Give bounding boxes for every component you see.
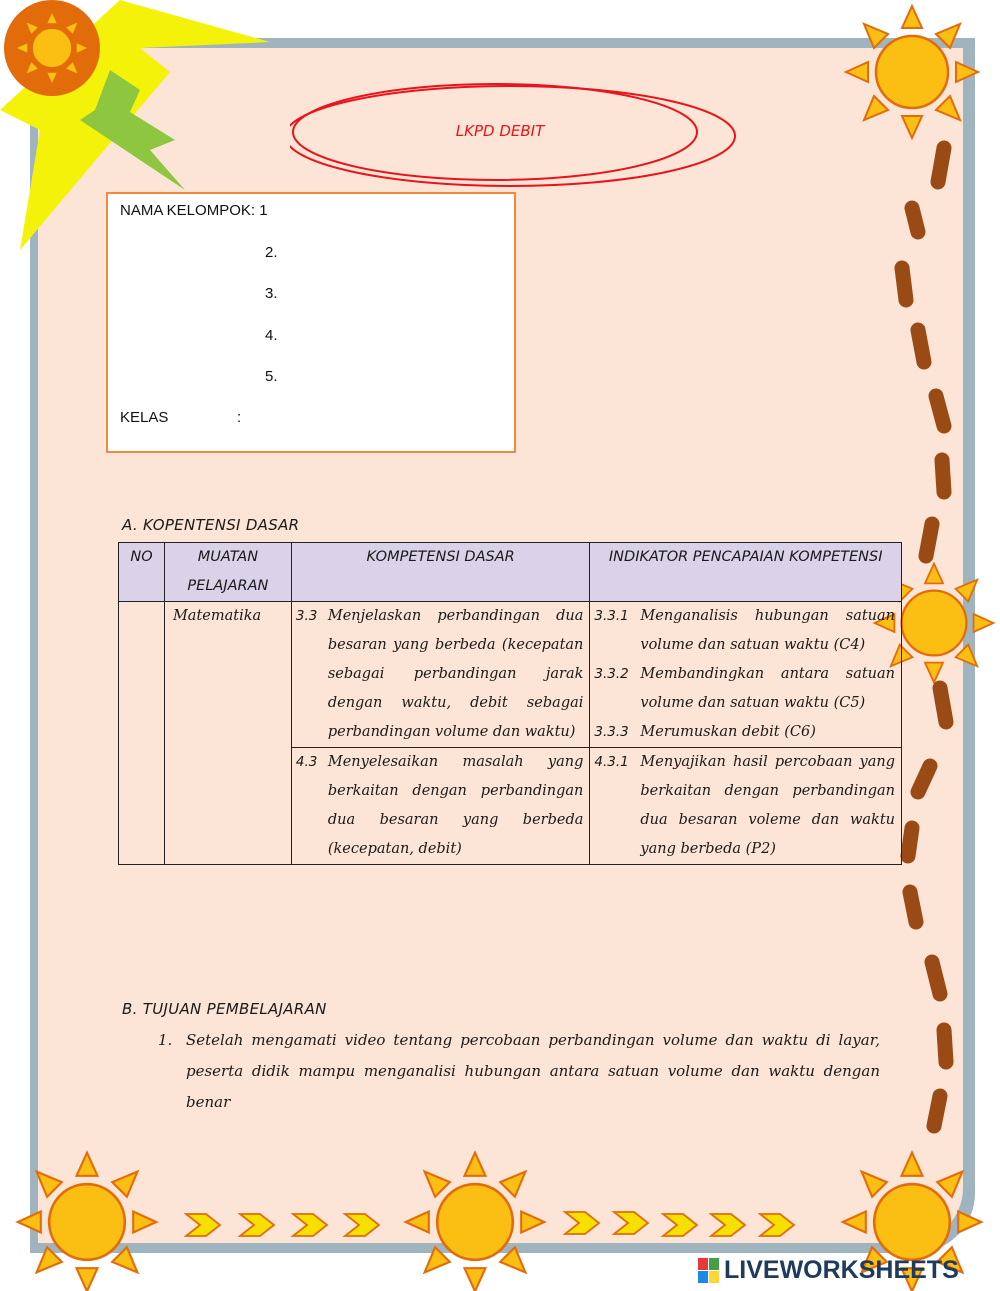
cell-kd-1 — [291, 602, 590, 748]
class-label: KELAS — [120, 409, 169, 426]
indicator-number: 4.3.1 — [594, 754, 629, 770]
kd-2-number: 4.3 — [295, 754, 318, 770]
sun-orange-icon — [4, 0, 100, 96]
indicator-number: 3.3.2 — [594, 666, 629, 682]
header-subject: MUATAN PELAJARAN — [164, 543, 291, 602]
member-number-3: 3. — [265, 285, 278, 302]
indicator-text: Membandingkan antara satuan volume dan satuan waktu (C5) — [640, 666, 895, 711]
cell-no — [119, 602, 165, 865]
cell-kd-2 — [291, 748, 590, 865]
group-label: NAMA KELOMPOK: 1 — [120, 202, 268, 219]
indicator-text: Menyajikan hasil percobaan yang berkaitan dengan perbandingan dua besaran voleme dan waktu yang berbeda (P2) — [640, 754, 895, 857]
table-header-row — [119, 543, 902, 602]
kd-1-number: 3.3 — [295, 608, 318, 624]
member-number-2: 2. — [265, 244, 278, 261]
indicator-number: 3.3.1 — [594, 608, 629, 624]
cell-subject: Matematika — [164, 602, 291, 865]
goal-number: 1. — [158, 1031, 173, 1049]
watermark-text: LIVEWORKSHEETS — [724, 1256, 959, 1284]
sun-bottom-center-icon — [406, 1153, 545, 1291]
indicator-number: 3.3.3 — [594, 724, 629, 740]
competency-table — [118, 542, 902, 865]
member-number-4: 4. — [265, 327, 278, 344]
goal-text: Setelah mengamati video tentang percobaan perbandingan volume dan waktu di layar, peserta didik mampu menganalisi hubungan antara satuan volume dan waktu dengan benar — [186, 1031, 880, 1111]
section-b-heading: B. TUJUAN PEMBELAJARAN — [122, 1000, 327, 1018]
header-no: NO — [119, 543, 165, 602]
header-indicator: INDIKATOR PENCAPAIAN KOMPETENSI — [590, 543, 902, 602]
liveworksheets-watermark — [698, 1256, 959, 1285]
identity-box — [106, 192, 516, 453]
indicator-text: Merumuskan debit (C6) — [640, 724, 816, 740]
header-basic-competency: KOMPETENSI DASAR — [291, 543, 590, 602]
chevron-row-left-icon — [186, 1214, 379, 1236]
goal-item — [158, 1025, 880, 1118]
table-row — [119, 602, 902, 748]
class-colon: : — [237, 409, 242, 426]
section-a-heading: A. KOPENTENSI DASAR — [122, 516, 300, 534]
cell-indicators-1 — [590, 602, 902, 748]
indicator-text: Menganalisis hubungan satuan volume dan satuan waktu (C4) — [640, 608, 895, 653]
sun-top-right-icon — [846, 6, 978, 138]
chevron-row-right-icon — [565, 1212, 794, 1236]
sun-bottom-left-icon — [18, 1153, 157, 1291]
liveworksheets-logo-icon — [698, 1258, 720, 1284]
member-number-5: 5. — [265, 368, 278, 385]
title-badge — [290, 80, 740, 192]
kd-1-text: Menjelaskan perbandingan dua besaran yang berbeda (kecepatan sebagai perbandingan jarak dengan waktu, debit sebagai perbandingan volume dan waktu) — [327, 608, 584, 740]
cell-indicators-2 — [590, 748, 902, 865]
kd-2-text: Menyelesaikan masalah yang berkaitan dengan perbandingan dua besaran yang berbeda (kecepatan, debit) — [327, 754, 584, 857]
page-title: LKPD DEBIT — [455, 122, 545, 140]
